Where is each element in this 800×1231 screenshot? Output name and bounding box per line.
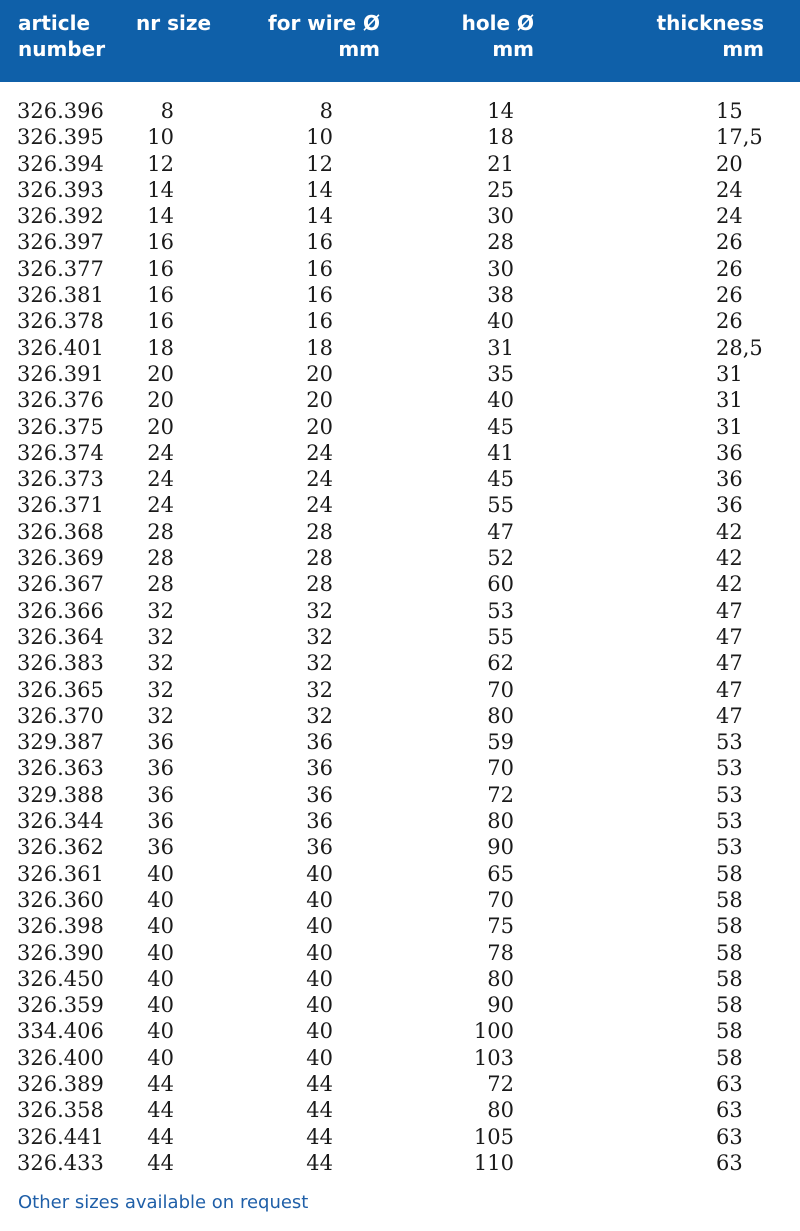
table-row [0, 203, 800, 229]
cell-wire-diameter: 20 [306, 388, 333, 413]
cell-nr-size: 12 [147, 151, 174, 176]
cell-article-number: 326.390 [17, 940, 104, 965]
cell-nr-size: 32 [147, 651, 174, 676]
cell-article-number: 326.389 [17, 1071, 104, 1096]
cell-wire-diameter: 40 [306, 914, 333, 939]
cell-wire-diameter: 24 [306, 440, 333, 465]
table-row [0, 177, 800, 203]
cell-thickness: 63 [716, 1150, 743, 1175]
cell-thickness: 36 [716, 493, 743, 518]
cell-hole-diameter: 105 [473, 1124, 514, 1149]
cell-nr-size: 40 [147, 993, 174, 1018]
cell-hole-diameter: 70 [487, 756, 514, 781]
cell-hole-diameter: 72 [487, 782, 514, 807]
cell-nr-size: 24 [147, 493, 174, 518]
cell-wire-diameter: 36 [306, 835, 333, 860]
cell-hole-diameter: 78 [487, 940, 514, 965]
cell-nr-size: 36 [147, 782, 174, 807]
cell-hole-diameter: 80 [487, 703, 514, 728]
cell-thickness: 58 [716, 887, 743, 912]
cell-thickness: 17,5 [716, 125, 763, 150]
cell-thickness: 47 [716, 651, 743, 676]
cell-wire-diameter: 40 [306, 887, 333, 912]
cell-thickness: 58 [716, 993, 743, 1018]
cell-nr-size: 32 [147, 703, 174, 728]
cell-wire-diameter: 44 [306, 1071, 333, 1096]
cell-article-number: 326.391 [17, 361, 104, 386]
cell-wire-diameter: 36 [306, 782, 333, 807]
cell-nr-size: 40 [147, 887, 174, 912]
table-row [0, 361, 800, 387]
cell-nr-size: 16 [147, 256, 174, 281]
table-row [0, 308, 800, 334]
cell-nr-size: 32 [147, 598, 174, 623]
cell-hole-diameter: 40 [487, 388, 514, 413]
table-row [0, 229, 800, 255]
cell-wire-diameter: 36 [306, 756, 333, 781]
cell-wire-diameter: 32 [306, 677, 333, 702]
cell-hole-diameter: 65 [487, 861, 514, 886]
cell-article-number: 326.401 [17, 335, 104, 360]
cell-wire-diameter: 40 [306, 1045, 333, 1070]
cell-wire-diameter: 20 [306, 361, 333, 386]
cell-hole-diameter: 110 [473, 1150, 514, 1175]
cell-hole-diameter: 80 [487, 1098, 514, 1123]
cell-wire-diameter: 32 [306, 651, 333, 676]
table-row [0, 940, 800, 966]
cell-wire-diameter: 40 [306, 861, 333, 886]
cell-wire-diameter: 28 [306, 546, 333, 571]
table-row [0, 782, 800, 808]
cell-article-number: 334.406 [17, 1019, 104, 1044]
cell-thickness: 42 [716, 519, 743, 544]
table-row [0, 440, 800, 466]
cell-article-number: 326.395 [17, 125, 104, 150]
cell-thickness: 53 [716, 782, 743, 807]
cell-hole-diameter: 103 [473, 1045, 514, 1070]
cell-wire-diameter: 16 [306, 309, 333, 334]
table-row [0, 98, 800, 124]
cell-hole-diameter: 30 [487, 204, 514, 229]
cell-article-number: 326.376 [17, 388, 104, 413]
cell-article-number: 326.400 [17, 1045, 104, 1070]
cell-thickness: 47 [716, 624, 743, 649]
cell-article-number: 326.378 [17, 309, 104, 334]
cell-nr-size: 10 [147, 125, 174, 150]
cell-article-number: 326.433 [17, 1150, 104, 1175]
cell-thickness: 53 [716, 730, 743, 755]
cell-thickness: 36 [716, 467, 743, 492]
column-header-nr-size: nr size [136, 11, 212, 35]
cell-thickness: 47 [716, 703, 743, 728]
cell-thickness: 63 [716, 1098, 743, 1123]
table-row [0, 335, 800, 361]
cell-nr-size: 20 [147, 388, 174, 413]
cell-article-number: 326.365 [17, 677, 104, 702]
table-row [0, 729, 800, 755]
table-header [0, 0, 800, 82]
table-row [0, 1045, 800, 1071]
footnote-text: Other sizes available on request [18, 1192, 309, 1213]
cell-hole-diameter: 18 [487, 125, 514, 150]
cell-hole-diameter: 45 [487, 414, 514, 439]
cell-article-number: 326.450 [17, 966, 104, 991]
cell-nr-size: 44 [147, 1098, 174, 1123]
cell-nr-size: 28 [147, 572, 174, 597]
cell-nr-size: 28 [147, 519, 174, 544]
cell-wire-diameter: 16 [306, 230, 333, 255]
cell-hole-diameter: 70 [487, 887, 514, 912]
table-row [0, 861, 800, 887]
cell-article-number: 326.369 [17, 546, 104, 571]
table-row [0, 387, 800, 413]
cell-wire-diameter: 12 [306, 151, 333, 176]
cell-hole-diameter: 45 [487, 467, 514, 492]
cell-hole-diameter: 60 [487, 572, 514, 597]
cell-wire-diameter: 16 [306, 256, 333, 281]
cell-nr-size: 40 [147, 966, 174, 991]
cell-thickness: 53 [716, 835, 743, 860]
cell-nr-size: 44 [147, 1124, 174, 1149]
cell-article-number: 326.377 [17, 256, 104, 281]
cell-nr-size: 18 [147, 335, 174, 360]
cell-hole-diameter: 35 [487, 361, 514, 386]
cell-article-number: 326.393 [17, 177, 104, 202]
cell-thickness: 26 [716, 256, 743, 281]
table-row [0, 256, 800, 282]
cell-hole-diameter: 40 [487, 309, 514, 334]
table-row [0, 492, 800, 518]
cell-hole-diameter: 30 [487, 256, 514, 281]
cell-article-number: 326.364 [17, 624, 104, 649]
cell-nr-size: 40 [147, 940, 174, 965]
cell-hole-diameter: 53 [487, 598, 514, 623]
cell-wire-diameter: 20 [306, 414, 333, 439]
cell-article-number: 326.360 [17, 887, 104, 912]
cell-article-number: 326.373 [17, 467, 104, 492]
table-row [0, 992, 800, 1018]
cell-wire-diameter: 40 [306, 993, 333, 1018]
cell-article-number: 326.398 [17, 914, 104, 939]
cell-wire-diameter: 32 [306, 598, 333, 623]
cell-nr-size: 36 [147, 835, 174, 860]
cell-wire-diameter: 16 [306, 283, 333, 308]
column-header-thickness: thickness mm [656, 11, 764, 61]
cell-thickness: 24 [716, 177, 743, 202]
cell-thickness: 58 [716, 940, 743, 965]
cell-article-number: 326.367 [17, 572, 104, 597]
cell-hole-diameter: 28 [487, 230, 514, 255]
table-row [0, 414, 800, 440]
cell-thickness: 58 [716, 914, 743, 939]
table-row [0, 124, 800, 150]
cell-thickness: 53 [716, 809, 743, 834]
table-row [0, 834, 800, 860]
cell-article-number: 326.370 [17, 703, 104, 728]
cell-thickness: 31 [716, 414, 743, 439]
table-row [0, 1150, 800, 1176]
cell-wire-diameter: 44 [306, 1124, 333, 1149]
cell-wire-diameter: 40 [306, 966, 333, 991]
cell-wire-diameter: 44 [306, 1098, 333, 1123]
table-row [0, 755, 800, 781]
cell-nr-size: 40 [147, 861, 174, 886]
cell-wire-diameter: 8 [319, 99, 333, 123]
table-row [0, 624, 800, 650]
cell-wire-diameter: 36 [306, 809, 333, 834]
cell-hole-diameter: 59 [487, 730, 514, 755]
column-header-hole-diameter: hole Ø mm [461, 11, 534, 61]
cell-thickness: 26 [716, 283, 743, 308]
table-row [0, 808, 800, 834]
cell-nr-size: 32 [147, 677, 174, 702]
cell-nr-size: 36 [147, 730, 174, 755]
cell-thickness: 36 [716, 440, 743, 465]
table-row [0, 598, 800, 624]
cell-thickness: 47 [716, 677, 743, 702]
cell-wire-diameter: 24 [306, 493, 333, 518]
cell-wire-diameter: 18 [306, 335, 333, 360]
cell-article-number: 326.381 [17, 283, 104, 308]
cell-article-number: 326.359 [17, 993, 104, 1018]
cell-thickness: 47 [716, 598, 743, 623]
cell-nr-size: 32 [147, 624, 174, 649]
cell-nr-size: 14 [147, 204, 174, 229]
cell-wire-diameter: 40 [306, 1019, 333, 1044]
cell-article-number: 326.363 [17, 756, 104, 781]
cell-hole-diameter: 72 [487, 1071, 514, 1096]
table-row [0, 571, 800, 597]
cell-article-number: 326.358 [17, 1098, 104, 1123]
cell-article-number: 326.392 [17, 204, 104, 229]
cell-hole-diameter: 38 [487, 283, 514, 308]
cell-hole-diameter: 14 [487, 99, 514, 123]
table-row [0, 913, 800, 939]
cell-nr-size: 36 [147, 809, 174, 834]
table-row [0, 1124, 800, 1150]
cell-thickness: 26 [716, 230, 743, 255]
table-row [0, 1097, 800, 1123]
cell-thickness: 58 [716, 1045, 743, 1070]
cell-article-number: 326.383 [17, 651, 104, 676]
cell-nr-size: 24 [147, 467, 174, 492]
cell-hole-diameter: 80 [487, 966, 514, 991]
cell-nr-size: 44 [147, 1071, 174, 1096]
cell-thickness: 53 [716, 756, 743, 781]
cell-thickness: 63 [716, 1071, 743, 1096]
cell-article-number: 326.394 [17, 151, 104, 176]
table-row [0, 151, 800, 177]
cell-article-number: 326.371 [17, 493, 104, 518]
cell-nr-size: 16 [147, 283, 174, 308]
cell-nr-size: 14 [147, 177, 174, 202]
cell-hole-diameter: 21 [487, 151, 514, 176]
cell-article-number: 326.397 [17, 230, 104, 255]
cell-thickness: 42 [716, 546, 743, 571]
cell-wire-diameter: 28 [306, 519, 333, 544]
cell-article-number: 326.375 [17, 414, 104, 439]
cell-nr-size: 28 [147, 546, 174, 571]
column-header-wire-diameter: for wire Ø mm [268, 11, 380, 61]
table-row [0, 887, 800, 913]
cell-hole-diameter: 80 [487, 809, 514, 834]
cell-article-number: 329.387 [17, 730, 104, 755]
table-row [0, 282, 800, 308]
cell-wire-diameter: 40 [306, 940, 333, 965]
cell-nr-size: 44 [147, 1150, 174, 1175]
cell-nr-size: 20 [147, 414, 174, 439]
cell-thickness: 26 [716, 309, 743, 334]
table-row [0, 519, 800, 545]
cell-nr-size: 16 [147, 309, 174, 334]
cell-wire-diameter: 14 [306, 177, 333, 202]
cell-wire-diameter: 32 [306, 624, 333, 649]
table-row [0, 650, 800, 676]
cell-thickness: 24 [716, 204, 743, 229]
cell-nr-size: 40 [147, 1045, 174, 1070]
cell-hole-diameter: 100 [473, 1019, 514, 1044]
cell-hole-diameter: 41 [487, 440, 514, 465]
cell-article-number: 326.344 [17, 809, 104, 834]
cell-hole-diameter: 90 [487, 835, 514, 860]
cell-nr-size: 16 [147, 230, 174, 255]
cell-hole-diameter: 90 [487, 993, 514, 1018]
table-row [0, 1071, 800, 1097]
cell-nr-size: 8 [160, 99, 174, 123]
cell-article-number: 329.388 [17, 782, 104, 807]
cell-wire-diameter: 24 [306, 467, 333, 492]
cell-thickness: 20 [716, 151, 743, 176]
cell-nr-size: 20 [147, 361, 174, 386]
table-row [0, 1018, 800, 1044]
cell-thickness: 31 [716, 361, 743, 386]
cell-thickness: 31 [716, 388, 743, 413]
cell-wire-diameter: 36 [306, 730, 333, 755]
table-row [0, 966, 800, 992]
cell-hole-diameter: 75 [487, 914, 514, 939]
table-body [0, 98, 800, 1176]
cell-thickness: 42 [716, 572, 743, 597]
cell-article-number: 326.361 [17, 861, 104, 886]
cell-thickness: 15 [716, 99, 743, 123]
cell-hole-diameter: 62 [487, 651, 514, 676]
cell-thickness: 63 [716, 1124, 743, 1149]
cell-wire-diameter: 28 [306, 572, 333, 597]
cell-hole-diameter: 31 [487, 335, 514, 360]
table-row [0, 703, 800, 729]
cell-nr-size: 40 [147, 914, 174, 939]
cell-hole-diameter: 25 [487, 177, 514, 202]
cell-wire-diameter: 44 [306, 1150, 333, 1175]
cell-wire-diameter: 14 [306, 204, 333, 229]
cell-nr-size: 36 [147, 756, 174, 781]
cell-wire-diameter: 10 [306, 125, 333, 150]
cell-hole-diameter: 55 [487, 624, 514, 649]
table-row [0, 466, 800, 492]
cell-article-number: 326.396 [17, 99, 104, 123]
cell-article-number: 326.366 [17, 598, 104, 623]
cell-article-number: 326.368 [17, 519, 104, 544]
cell-nr-size: 24 [147, 440, 174, 465]
cell-hole-diameter: 47 [487, 519, 514, 544]
column-header-article-number: article number [18, 11, 106, 61]
cell-thickness: 28,5 [716, 335, 763, 360]
cell-hole-diameter: 52 [487, 546, 514, 571]
table-row [0, 545, 800, 571]
cell-thickness: 58 [716, 861, 743, 886]
cell-article-number: 326.374 [17, 440, 104, 465]
cell-article-number: 326.441 [17, 1124, 104, 1149]
cell-article-number: 326.362 [17, 835, 104, 860]
table-row [0, 677, 800, 703]
cell-wire-diameter: 32 [306, 703, 333, 728]
cell-thickness: 58 [716, 966, 743, 991]
cell-hole-diameter: 70 [487, 677, 514, 702]
cell-nr-size: 40 [147, 1019, 174, 1044]
cell-thickness: 58 [716, 1019, 743, 1044]
cell-hole-diameter: 55 [487, 493, 514, 518]
